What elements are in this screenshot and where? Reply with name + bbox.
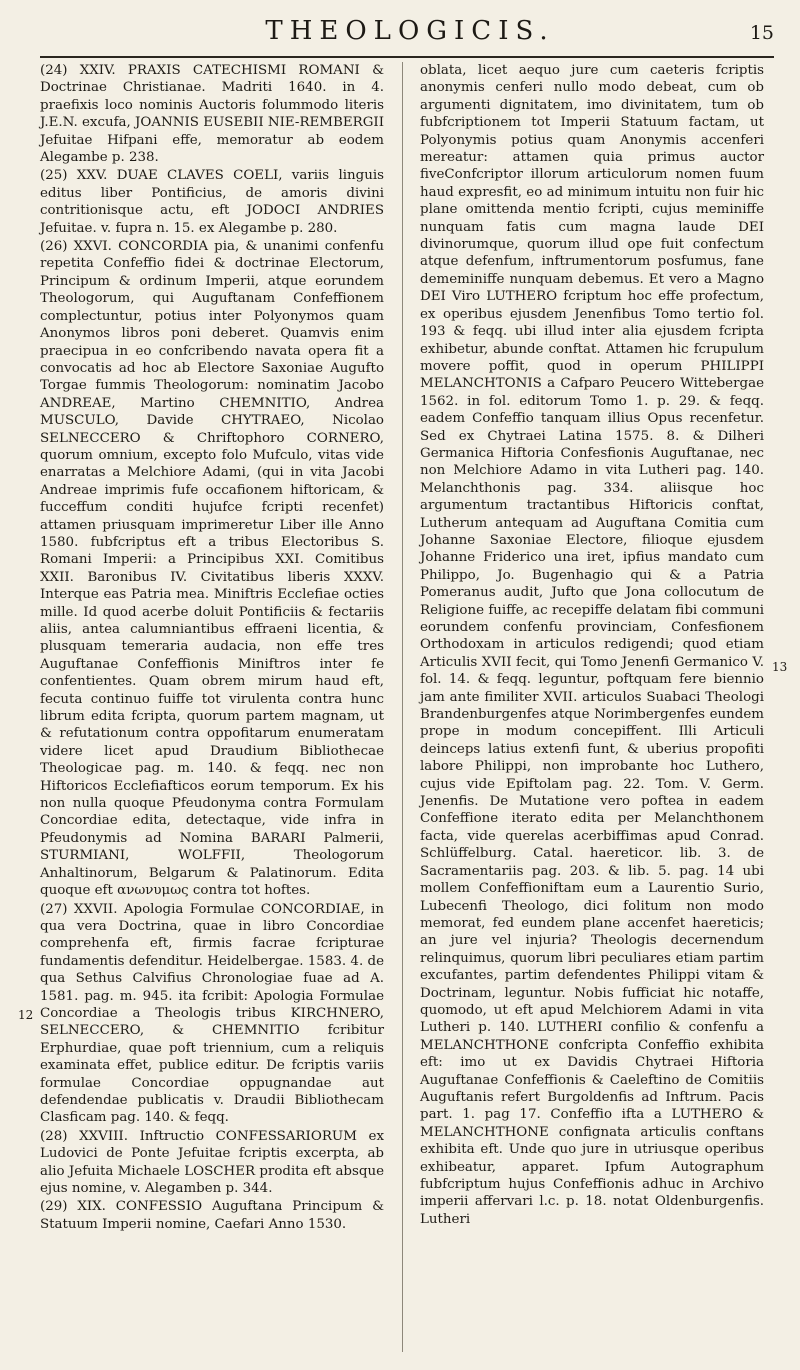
entry-24: (24) XXIV. PRAXIS CATECHISMI ROMANI & Doctrinae Christianae. Madriti 1640. in 4. praefixis loco nominis Auctoris folummodo literis J.E.N. excufa, JOANNIS EUSEBII NIE-REMBERGII Jefuitae Hifpani effe, memoratur ab eodem Alegambe p. 238. [40,63,384,166]
page-header [40,12,780,52]
entry-29: (29) XIX. CONFESSIO Auguftana Principum & Statuum Imperii nomine, Caefari Anno 1530. [40,1199,384,1232]
left-column [40,62,384,1234]
margin-number-right: 13 [772,660,788,674]
right-column [420,62,764,1229]
entry-25: (25) XXV. DUAE CLAVES COELI, variis linguis editus liber Pontificius, de amoris divini contritionisque actu, eft JODOCI ANDRIES Jefuitae. v. fupra n. 15. ex Alegambe p. 280. [40,168,384,236]
header-rule [40,56,774,58]
entry-26: (26) XXVI. CONCORDIA pia, & unanimi confenfu repetita Confeffio fidei & doctrinae Electorum, Principum & ordinum Imperii, atque eorundem Theologorum, qui Auguftanam Confeffionem complectuntur, potius inter Polyonymos quam Anonymos libros poni deberet. Quamvis enim praecipua in eo confcribendo navata opera fit a convocatis ad hoc ab Electore Saxoniae Augufto Torgae fummis Theologorum: nominatim Jacobo ANDREAE, Martino CHEMNITIO, Andrea MUSCULO, Davide CHYTRAEO, Nicolao SELNECCERO & Chriftophoro CORNERO, quorum omnium, excepto folo Mufculo, vitas vide enarratas a Melchiore Adami, (qui in vita Jacobi Andreae imprimis fufe occafionem hiftoricam, & fucceffum conditi hujufce fcripti recenfet) attamen priusquam imprimeretur Liber ille Anno 1580. fubfcriptus eft a tribus Electoribus S. Romani Imperii: a Principibus XXI. Comitibus XXII. Baronibus IV. Civitatibus liberis XXXV. Interque eas Patria mea. Miniftris Ecclefiae octies mille. Id quod acerbe doluit Pontificiis & fectariis aliis, antea calumniantibus effraeni licentia, & plusquam temeraria audacia, non effe tres Auguftanae Confeffionis Miniftros inter fe confentientes. Quam obrem mirum haud eft, fecuta continuo fuiffe tot virulenta contra hunc librum edita fcripta, quorum partem magnam, ut & refutationum contra oppofitarum enumeratam videre licet apud Draudium Bibliothecae Theologicae pag. m. 140. & feqq. nec non Hiftoricos Ecclefiafticos eorum temporum. Ex his non nulla quoque Pfeudonyma contra Formulam Concordiae edita, detectaque, vide infra in Pfeudonymis ad Nomina BARARI Palmerii, STURMIANI, WOLFFII, Theologorum Anhaltinorum, Belgarum & Palatinorum. Edita quoque eft ανωνυμως contra tot hoftes. [40,239,384,899]
entry-27: (27) XXVII. Apologia Formulae CONCORDIAE, in qua vera Doctrina, quae in libro Concordiae comprehenfa eft, firmis facrae fcripturae fundamentis defenditur. Heidelbergae. 1583. 4. de qua Sethus Calvifius Chronologiae fuae ad A. 1581. pag. m. 945. ita fcribit: Apologia Formulae Concordiae a Theologis tribus KIRCHNERO, SELNECCERO, & CHEMNITIO fcribitur Erphurdiae, quae poft triennium, cum a reliquis examinata effet, publice editur. De fcriptis variis formulae Concordiae oppugnandae aut defendendae publicatis v. Draudii Bibliothecam Clasficam pag. 140. & feqq. [40,901,384,1126]
entry-29-continued: oblata, licet aequo jure cum caeteris fcriptis anonymis cenferi nullo modo debeat, cum ob argumenti dignitatem, imo divinitatem, tum ob fubfcriptionem tot Imperii Statuum factam, ut Polyonymis potius quam Anonymis accenferi mereatur: attamen quia primus auctor fiveConfcriptor illorum articulorum nomen fuum haud expresfit, eo ad minimum intuitu non fuir hic plane omittenda mentio fcripti, cujus meminiffe nunquam fatis cum magna laude DEI divinorumque, quorum illud ope fuit confectum atque defenfum, inftrumentorum posfumus, fane dememiniffe nunquam debemus. Et vero a Magno DEI Viro LUTHERO fcriptum hoc effe profectum, ex operibus ejusdem Jenenfibus Tomo tertio fol. 193 & feqq. ubi illud inter alia ejusdem fcripta exhibetur, abunde conftat. Attamen hic fcrupulum movere poffit, quod in operum PHILIPPI MELANCHTONIS a Cafparo Peucero Wittebergae 1562. in fol. editorum Tomo 1. p. 29. & feqq. eadem Confeffio tanquam illius Opus recenfetur. Sed ex Chytraei Latina 1575. 8. & Dilheri Germanica Hiftoria Confesfionis Auguftanae, nec non Melchiore Adamo in vita Lutheri pag. 140. Melanchthonis pag. 334. aliisque hoc argumentum tractantibus Hiftoricis conftat, Lutherum antequam ad Auguftana Comitia cum Johanne Saxoniae Electore, filioque ejusdem Johanne Friderico una iret, ipfius mandato cum Philippo, Jo. Bugenhagio qui & a Patria Pomeranus audit, Jufto que Jona collocutum de Religione fuiffe, ac recepiffe delatam fibi communi eorundem confenfu provinciam, Confesfionem Orthodoxam in articulos redigendi; quod etiam Articulis XVII fecit, qui Tomo Jenenfi Germanico V. fol. 14. & feqq. leguntur, poftquam fere biennio jam ante fimiliter XVII. articulos Suabaci Theologi Brandenburgenfes atque Norimbergenfes eundem prope in modum concepiffent. Illi Articuli deinceps latius extenfi funt, & uberius propofiti labore Philippi, non improbante hoc Luthero, cujus vide Epiftolam pag. 22. Tom. V. Germ. Jenenfis. De Mutatione vero poftea in eadem Confeffione iterato edita per Melanchthonem facta, vide querelas acerbiffimas apud Conrad. Schlüffelburg. Catal. haereticor. lib. 3. de Sacramentariis pag. 203. & lib. 5. pag. 14 ubi mollem Confeffioniftam eum a Laurentio Surio, Lubecenfi Theologo, dici folitum non modo memorat, fed eundem plane accenfet haereticis; an jure vel injuria? Theologis decernendum relinquimus, quorum libri peculiares etiam partim excufantes, partim defendentes Philippi vitam & Doctrinam, leguntur. Nobis fufficiat hic notaffe, quomodo, ut eft apud Melchiorem Adami in vita Lutheri p. 140. LUTHERI confilio & confenfu a MELANCHTHONE confcripta Confeffio exhibita eft: imo ut ex Davidis Chytraei Hiftoria Auguftanae Confeffionis & Caeleftino de Comitiis Auguftanis refert Burgoldenfis ad Inftrum. Pacis part. 1. pag 17. Confeffio ifta a LUTHERO & MELANCHTHONE confignata articulis conftans exhibita eft. Unde quo jure in utriusque operibus exhibeatur, apparet. Ipfum Autographum fubfcriptum hujus Confeffionis adhuc in Archivo imperii affervari l.c. p. 18. notat Oldenburgenfis. Lutheri [420,63,764,1227]
column-divider [402,62,403,1352]
entry-28: (28) XXVIII. Inftructio CONFESSARIORUM ex Ludovici de Ponte Jefuitae fcriptis excerpta, ab alio Jefuita Michaele LOSCHER prodita eft absque ejus nomine, v. Alegamben p. 344. [40,1128,384,1196]
running-title: THEOLOGICIS. [265,16,555,46]
page-number: 15 [749,22,774,44]
margin-number-left: 12 [18,1008,34,1022]
